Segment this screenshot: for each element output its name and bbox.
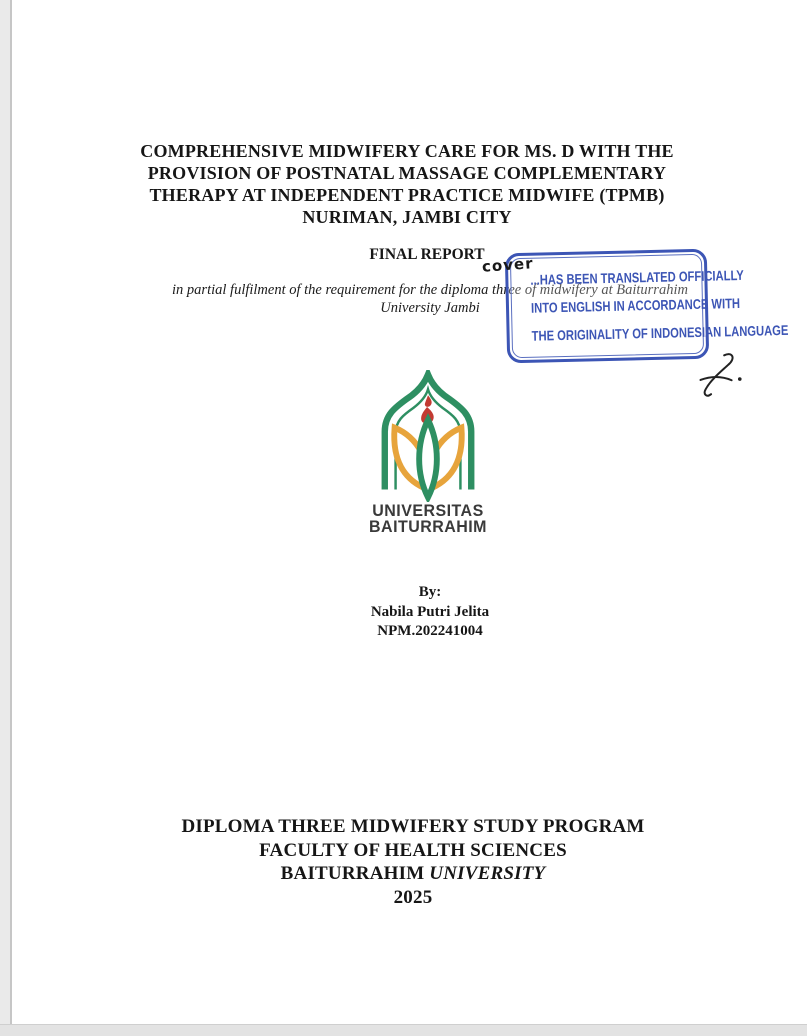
faculty: FACULTY OF HEALTH SCIENCES bbox=[259, 839, 567, 861]
university-logo bbox=[348, 370, 508, 535]
submission-note-line-2: University Jambi bbox=[380, 300, 480, 316]
report-type-label: FINAL REPORT bbox=[369, 246, 485, 263]
university-logo-wordmark bbox=[353, 503, 503, 535]
scan-edge-left bbox=[0, 0, 12, 1035]
university-name bbox=[95, 862, 731, 886]
logo-line-baiturrahim: BAITURRAHIM bbox=[369, 517, 487, 536]
translation-stamp-inner-border bbox=[510, 254, 789, 358]
author-npm: NPM.202241004 bbox=[377, 623, 483, 639]
handwritten-annotation: cover bbox=[481, 254, 535, 276]
institution-block bbox=[95, 815, 731, 909]
title-line-4: NURIMAN, JAMBI CITY bbox=[302, 207, 512, 227]
translation-stamp bbox=[505, 249, 789, 364]
year: 2025 bbox=[393, 886, 433, 908]
author-name: Nabila Putri Jelita bbox=[370, 603, 490, 620]
university-name-normal: BAITURRAHIM bbox=[280, 863, 430, 884]
study-program: DIPLOMA THREE MIDWIFERY STUDY PROGRAM bbox=[181, 816, 645, 837]
stamp-line-3: THE ORIGINALITY OF INDONESIAN LANGUAGE bbox=[531, 321, 789, 344]
university-logo-icon bbox=[372, 370, 484, 502]
logo-line-universitas: UNIVERSITAS bbox=[372, 501, 484, 520]
submission-note-line-1: in partial fulfilment of the requirement for the diploma three of midwifery at Baiturrahim bbox=[172, 282, 688, 298]
signature-mark bbox=[691, 347, 748, 404]
stamp-line-1: ...HAS BEEN TRANSLATED OFFICIALLY bbox=[530, 266, 744, 288]
scan-edge-bottom bbox=[0, 1024, 807, 1036]
author-block bbox=[310, 583, 550, 642]
document-title bbox=[90, 140, 724, 228]
stamp-line-2: INTO ENGLISH IN ACCORDANCE WITH bbox=[530, 294, 741, 316]
title-line-1: COMPREHENSIVE MIDWIFERY CARE FOR MS. D WITH THE bbox=[140, 141, 674, 161]
university-name-italic: UNIVERSITY bbox=[429, 863, 546, 884]
title-line-3: THERAPY AT INDEPENDENT PRACTICE MIDWIFE (TPMB) bbox=[149, 185, 665, 205]
title-line-2: PROVISION OF POSTNATAL MASSAGE COMPLEMENTARY bbox=[147, 163, 667, 183]
by-label: By: bbox=[418, 584, 442, 600]
